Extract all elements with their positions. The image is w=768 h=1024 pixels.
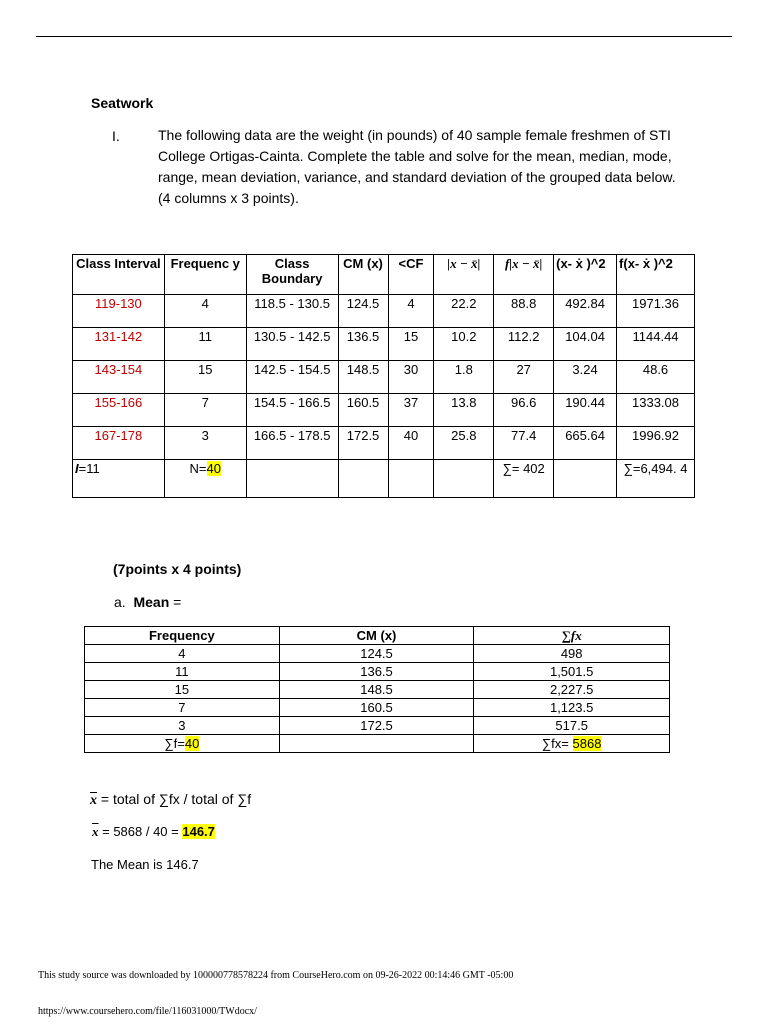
mean-col-header-fx: ∑fx: [474, 627, 670, 645]
frequency-cell: 15: [164, 361, 246, 394]
mean-cm-cell: 172.5: [279, 717, 474, 735]
table-header-row: [73, 255, 695, 295]
mean-fx-cell: 1,123.5: [474, 699, 670, 717]
f-sq-dev-cell: 1971.36: [617, 295, 695, 328]
table-row: [73, 328, 695, 361]
instruction-text: The following data are the weight (in pounds) of 40 sample female freshmen of STI College Ortigas-Cainta. Complete the table and solve for the mean, median, mode, range, mean deviation, variance, and standard deviation of the grouped data below. (4 columns x 3 points).: [158, 127, 676, 206]
n-value-highlight: 40: [206, 461, 221, 476]
cm-cell: 172.5: [338, 427, 388, 460]
cf-cell: 40: [388, 427, 434, 460]
table-row: [73, 361, 695, 394]
mean-table-row: [85, 717, 670, 735]
mean-col-header-frequency: Frequency: [85, 627, 280, 645]
table-row: [73, 427, 695, 460]
mean-fx-cell: 498: [474, 645, 670, 663]
sq-dev-cell: 190.44: [554, 394, 617, 427]
cf-cell: 4: [388, 295, 434, 328]
sq-dev-cell: 665.64: [554, 427, 617, 460]
mean-table-row: [85, 645, 670, 663]
class-interval-cell: 131-142: [73, 328, 165, 361]
f-sq-dev-cell: 1996.92: [617, 427, 695, 460]
f-abs-dev-cell: 77.4: [494, 427, 554, 460]
abs-dev-cell: 25.8: [434, 427, 494, 460]
cm-cell: 136.5: [338, 328, 388, 361]
class-interval-cell: 155-166: [73, 394, 165, 427]
mean-cm-cell: 136.5: [279, 663, 474, 681]
mean-fx-cell: 1,501.5: [474, 663, 670, 681]
total-empty-cell: [388, 460, 434, 498]
mean-cm-cell: 148.5: [279, 681, 474, 699]
class-interval-cell: 143-154: [73, 361, 165, 394]
mean-total-empty-cell: [279, 735, 474, 753]
abs-dev-cell: 10.2: [434, 328, 494, 361]
cm-cell: 160.5: [338, 394, 388, 427]
col-header-f-sq-dev: f(x- ẋ )^2: [617, 255, 695, 295]
mean-col-header-cm: CM (x): [279, 627, 474, 645]
mean-cm-cell: 124.5: [279, 645, 474, 663]
footer-url: https://www.coursehero.com/file/116031000/TWdocx/: [38, 1006, 257, 1017]
mean-table-row: [85, 699, 670, 717]
cf-cell: 15: [388, 328, 434, 361]
cf-cell: 30: [388, 361, 434, 394]
sum-fx-highlight: 5868: [572, 736, 602, 751]
col-header-cm: CM (x): [338, 255, 388, 295]
mean-result-highlight: 146.7: [182, 824, 215, 839]
sum-f-cell: ∑f=40: [85, 735, 280, 753]
f-abs-dev-cell: 112.2: [494, 328, 554, 361]
mean-formula: $\overline{x}$ = total of ∑fx / total of ∑f: [90, 791, 252, 808]
frequency-distribution-table: [72, 254, 695, 498]
f-abs-dev-cell: 27: [494, 361, 554, 394]
col-header-sq-dev: (x- ẋ )^2: [554, 255, 617, 295]
cm-cell: 124.5: [338, 295, 388, 328]
class-boundary-cell: 130.5 - 142.5: [246, 328, 338, 361]
mean-frequency-cell: 3: [85, 717, 280, 735]
class-interval-cell: 119-130: [73, 295, 165, 328]
frequency-cell: 11: [164, 328, 246, 361]
sq-dev-cell: 492.84: [554, 295, 617, 328]
cf-cell: 37: [388, 394, 434, 427]
f-sq-dev-cell: 1333.08: [617, 394, 695, 427]
mean-conclusion: The Mean is 146.7: [91, 857, 199, 872]
col-header-class-boundary: Class Boundary: [246, 255, 338, 295]
total-n-cell: N=40: [164, 460, 246, 498]
mean-frequency-cell: 7: [85, 699, 280, 717]
mean-table-header-row: [85, 627, 670, 645]
class-boundary-cell: 142.5 - 154.5: [246, 361, 338, 394]
total-interval-cell: I=11: [73, 460, 165, 498]
total-sum-fsq-cell: ∑=6,494. 4: [617, 460, 695, 498]
col-header-frequency: Frequenc y: [164, 255, 246, 295]
f-sq-dev-cell: 48.6: [617, 361, 695, 394]
class-boundary-cell: 118.5 - 130.5: [246, 295, 338, 328]
mean-frequency-cell: 4: [85, 645, 280, 663]
points-note: (7points x 4 points): [113, 561, 242, 577]
abs-dev-cell: 13.8: [434, 394, 494, 427]
table-row: [73, 394, 695, 427]
table-row: [73, 295, 695, 328]
f-abs-dev-cell: 96.6: [494, 394, 554, 427]
f-abs-dev-cell: 88.8: [494, 295, 554, 328]
page-heading: Seatwork: [91, 95, 154, 111]
sum-fx-cell: ∑fx= 5868: [474, 735, 670, 753]
total-empty-cell: [338, 460, 388, 498]
frequency-cell: 4: [164, 295, 246, 328]
mean-table-total-row: [85, 735, 670, 753]
total-empty-cell: [434, 460, 494, 498]
frequency-cell: 3: [164, 427, 246, 460]
mean-table: [84, 626, 670, 753]
total-empty-cell: [246, 460, 338, 498]
mean-cm-cell: 160.5: [279, 699, 474, 717]
col-header-class-interval: Class Interval: [73, 255, 165, 295]
table-body: [73, 295, 695, 460]
mean-fx-cell: 517.5: [474, 717, 670, 735]
mean-frequency-cell: 15: [85, 681, 280, 699]
col-header-abs-dev: |x − x̄|: [434, 255, 494, 295]
instruction-number: I.: [112, 128, 120, 144]
abs-dev-cell: 22.2: [434, 295, 494, 328]
class-interval-cell: 167-178: [73, 427, 165, 460]
mean-table-row: [85, 663, 670, 681]
footer-source-note: This study source was downloaded by 100000778578224 from CourseHero.com on 09-26-2022 00:14:46 GMT -05:00: [38, 970, 514, 981]
sq-dev-cell: 3.24: [554, 361, 617, 394]
mean-table-row: [85, 681, 670, 699]
class-boundary-cell: 166.5 - 178.5: [246, 427, 338, 460]
f-sq-dev-cell: 1144.44: [617, 328, 695, 361]
top-rule: [36, 36, 732, 37]
abs-dev-cell: 1.8: [434, 361, 494, 394]
sum-f-highlight: 40: [184, 736, 200, 751]
total-empty-cell: [554, 460, 617, 498]
mean-computation: $\overline{x} = 5868 / 40 = 146.7$: [92, 824, 215, 839]
sq-dev-cell: 104.04: [554, 328, 617, 361]
mean-frequency-cell: 11: [85, 663, 280, 681]
total-sum-fabs-cell: ∑= 402: [494, 460, 554, 498]
table-total-row: [73, 460, 695, 498]
class-boundary-cell: 154.5 - 166.5: [246, 394, 338, 427]
col-header-f-abs-dev: f|x − x̄|: [494, 255, 554, 295]
cm-cell: 148.5: [338, 361, 388, 394]
col-header-cf: <CF: [388, 255, 434, 295]
frequency-cell: 7: [164, 394, 246, 427]
mean-table-body: [85, 645, 670, 735]
mean-label: a. Mean =: [114, 594, 182, 610]
mean-fx-cell: 2,227.5: [474, 681, 670, 699]
